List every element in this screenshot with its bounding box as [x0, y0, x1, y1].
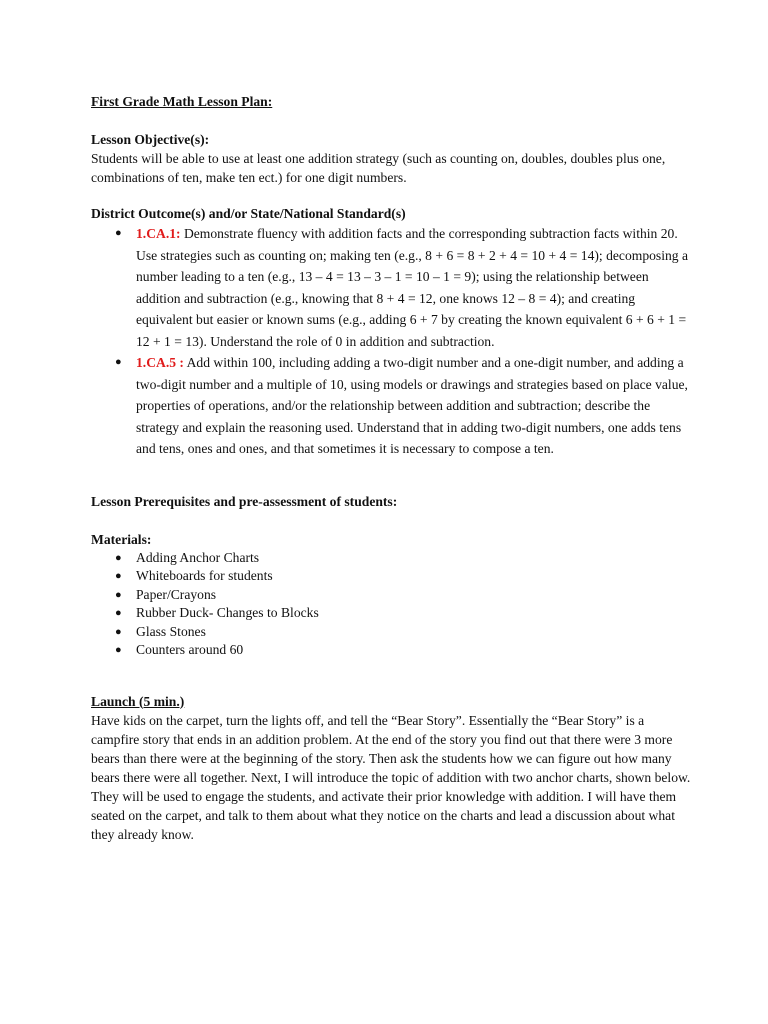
bullet-icon: ●	[115, 644, 122, 656]
document-title: First Grade Math Lesson Plan:	[91, 94, 273, 109]
bullet-icon: ●	[115, 227, 122, 239]
materials-list	[91, 549, 691, 660]
standard-text: Demonstrate fluency with addition facts and the corresponding subtraction facts within 20. Use strategies such as counting on; making ten (e.g., 8 + 6 = 8 + 2 + 4 = 10 + 4 = 14); decomposing a number leading to a ten (e.g., 13 – 4 = 13 – 3 – 1 = 10 – 1 = 9); using the relationship between addition and subtraction (e.g., knowing that 8 + 4 = 12, one knows 12 – 8 = 4); and creating equivalent but easier or known sums (e.g., adding 6 + 7 by creating the known equivalent 6 + 6 + 1 = 12 + 1 = 13). Understand the role of 0 in addition and subtraction.	[136, 226, 689, 349]
bullet-icon: ●	[115, 551, 122, 564]
standard-code: 1.CA.1:	[136, 226, 181, 241]
bullet-icon: ●	[115, 588, 122, 601]
bullet-icon: ●	[115, 607, 122, 619]
standard-code: 1.CA.5 :	[136, 355, 184, 370]
standard-item	[91, 352, 691, 460]
material-label: Glass Stones	[136, 623, 206, 639]
material-label: Adding Anchor Charts	[136, 549, 260, 565]
objective-heading: Lesson Objective(s):	[91, 132, 210, 147]
material-item	[91, 641, 691, 660]
material-item	[91, 604, 691, 623]
standards-heading: District Outcome(s) and/or State/National Standard(s)	[91, 206, 406, 221]
document-content	[91, 92, 691, 844]
bullet-icon: ●	[115, 625, 122, 638]
materials-heading: Materials:	[91, 531, 152, 547]
objective-text: Students will be able to use at least one addition strategy (such as counting on, doubles, doubles plus one, combinations of ten, make ten ect.) for one digit numbers.	[91, 151, 666, 185]
material-label: Counters around 60	[136, 642, 244, 657]
standard-text: Add within 100, including adding a two-digit number and a one-digit number, and adding a two-digit number and a multiple of 10, using models or drawings and strategies based on place value, properties of operations, and/or the relationship between addition and subtraction; describe the strategy and explain the reasoning used. Understand that in adding two-digit numbers, one adds tens and tens, ones and ones, and that sometimes it is necessary to compose a ten.	[136, 355, 688, 456]
launch-heading: Launch (5 min.)	[91, 693, 185, 709]
prerequisites-heading: Lesson Prerequisites and pre-assessment of students:	[91, 493, 398, 509]
bullet-icon: ●	[115, 356, 122, 368]
standard-item	[91, 223, 691, 352]
standards-list	[91, 223, 691, 460]
launch-text: Have kids on the carpet, turn the lights off, and tell the “Bear Story”. Essentially the “Bear Story” is a campfire story that ends in an addition problem. At the end of the story you find out that there were 3 more bears than there were at the beginning of the story. Then ask the students how we can figure out how many bears there were all together. Next, I will introduce the topic of addition with two anchor charts, shown below. They will be used to engage the students, and activate their prior knowledge with addition. I will have them seated on the carpet, and talk to them about what they notice on the charts and lead a discussion about what they already know.	[91, 712, 691, 842]
material-label: Rubber Duck- Changes to Blocks	[136, 605, 319, 620]
material-item	[91, 549, 691, 568]
material-item	[91, 567, 691, 586]
material-label: Paper/Crayons	[136, 586, 217, 602]
material-label: Whiteboards for students	[136, 568, 273, 583]
material-item	[91, 623, 691, 642]
bullet-icon: ●	[115, 570, 122, 582]
material-item	[91, 586, 691, 605]
